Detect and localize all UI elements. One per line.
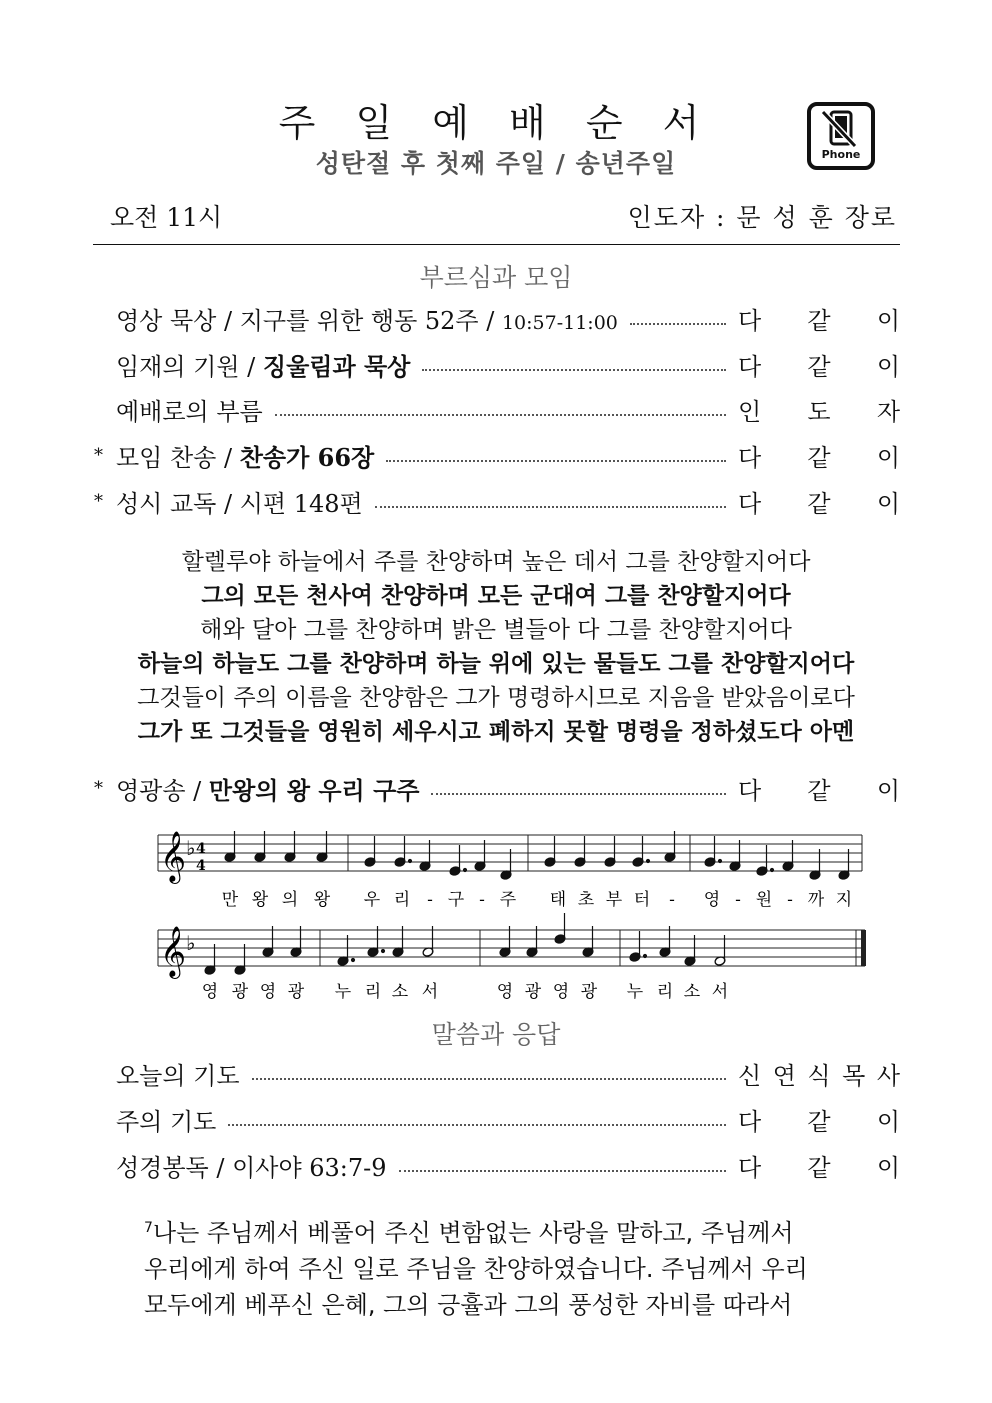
- lyric-syllable: 까: [807, 890, 825, 910]
- service-leader: 인도자 : 문 성 훈 장로: [627, 203, 897, 232]
- lyric-syllable: 영: [496, 982, 514, 1002]
- program-item-gloria: [94, 768, 900, 808]
- psalm-line: 할렐루야 하늘에서 주를 찬양하며 높은 데서 그를 찬양할지어다: [181, 549, 811, 575]
- program-item: [94, 344, 900, 384]
- lyric-syllable: 우: [363, 890, 381, 910]
- lyric-syllable: 광: [231, 982, 249, 1002]
- note-dot: [718, 859, 721, 862]
- note-dot: [770, 868, 773, 871]
- lyric-syllable: 영: [552, 982, 570, 1002]
- item-label: 성경봉독 / 이사야 63:7-9: [116, 1153, 387, 1182]
- lyric-syllable: 소: [391, 982, 409, 1002]
- lyric-syllable: 왕: [251, 890, 269, 910]
- psalm-line: 그것들이 주의 이름을 찬양함은 그가 명령하시므로 지음을 받았음이로다: [137, 685, 855, 711]
- lyric-syllable: -: [427, 890, 433, 910]
- note-dot: [646, 859, 649, 862]
- item-responsible: 다 같 이: [738, 1153, 900, 1182]
- psalm-line: 그가 또 그것들을 영원히 세우시고 폐하지 못할 명령을 정하셨도다 아멘: [137, 719, 855, 745]
- item-responsible: 다 같 이: [738, 776, 900, 805]
- dot-leader: [399, 1170, 726, 1172]
- item-time: 10:57-11:00: [501, 311, 618, 334]
- dot-leader: [252, 1078, 726, 1080]
- lyric-syllable: 원: [755, 890, 773, 910]
- note-dot: [643, 954, 646, 957]
- lyric-syllable: 지: [835, 890, 853, 910]
- standing-mark: *: [94, 444, 103, 466]
- lyric-syllable: 터: [633, 890, 651, 910]
- program-item: [94, 1099, 900, 1139]
- page-title: 주 일 예 배 순 서: [278, 101, 714, 145]
- lyric-syllable: 누: [626, 982, 644, 1002]
- lyric-syllable: 초: [577, 890, 595, 910]
- item-label: 임재의 기원 /: [116, 352, 263, 381]
- standing-mark: *: [94, 490, 103, 512]
- item-responsible: 다 같 이: [738, 1107, 900, 1136]
- lyric-syllable: 영: [201, 982, 219, 1002]
- sheet-music: [150, 825, 872, 1005]
- lyric-syllable: -: [735, 890, 741, 910]
- scripture-line: $^7$나는 주님께서 베풀어 주신 변함없는 사랑을 말하고, 주님께서: [144, 1219, 794, 1247]
- dot-leader: [422, 369, 726, 371]
- scripture-line: 우리에게 하여 주신 일로 주님을 찬양하였습니다. 주님께서 우리: [144, 1255, 808, 1283]
- item-label-bold: 만왕의 왕 우리 구주: [208, 775, 420, 805]
- item-label: 주의 기도: [116, 1107, 217, 1136]
- note-dot: [351, 958, 354, 961]
- program-item: [94, 1053, 900, 1093]
- item-label: 모임 찬송 /: [116, 443, 240, 472]
- program-item: [94, 435, 900, 475]
- header-divider: [93, 244, 900, 245]
- item-responsible: 다 같 이: [738, 352, 900, 381]
- lyric-syllable: 구: [447, 890, 465, 910]
- lyric-syllable: 리: [364, 982, 382, 1002]
- psalm-line: 하늘의 하늘도 그를 찬양하며 하늘 위에 있는 물들도 그를 찬양할지어다: [137, 651, 855, 677]
- dot-leader: [228, 1124, 726, 1126]
- psalm-line: 그의 모든 천사여 찬양하며 모든 군대여 그를 찬양할지어다: [201, 583, 791, 609]
- item-label: 영광송 /: [116, 776, 209, 805]
- service-time: 오전 11시: [110, 203, 223, 232]
- lyric-syllable: 서: [711, 982, 729, 1002]
- lyric-syllable: 영: [259, 982, 277, 1002]
- note-dot: [408, 859, 411, 862]
- standing-mark: *: [94, 777, 103, 799]
- item-responsible: 다 같 이: [738, 489, 900, 518]
- note-dot: [463, 868, 466, 871]
- item-responsible: 다 같 이: [738, 306, 900, 335]
- item-responsible: 인 도 자: [738, 397, 900, 426]
- program-item: [94, 298, 900, 338]
- psalm-reading: [0, 545, 992, 749]
- program-item: [94, 481, 900, 521]
- item-label: 영상 묵상 / 지구를 위한 행동 52주 /: [116, 306, 502, 335]
- lyric-syllable: -: [787, 890, 793, 910]
- dot-leader: [386, 460, 726, 462]
- dot-leader: [375, 506, 726, 508]
- program-item: [94, 389, 900, 429]
- svg-text:♭: ♭: [186, 836, 196, 860]
- program-item: [94, 1145, 900, 1185]
- lyric-syllable: -: [479, 890, 485, 910]
- scripture-line: 모두에게 베푸신 은혜, 그의 긍휼과 그의 풍성한 자비를 따라서: [144, 1291, 793, 1319]
- svg-text:4: 4: [196, 841, 206, 857]
- lyric-syllable: 소: [683, 982, 701, 1002]
- lyric-syllable: 왕: [313, 890, 331, 910]
- lyric-syllable: 리: [393, 890, 411, 910]
- lyric-syllable: 광: [524, 982, 542, 1002]
- lyric-syllable: 의: [281, 890, 299, 910]
- lyric-syllable: 서: [421, 982, 439, 1002]
- item-label: 예배로의 부름: [116, 397, 263, 426]
- item-responsible: 다 같 이: [738, 443, 900, 472]
- page-subtitle: 성탄절 후 첫째 주일 / 송년주일: [315, 149, 677, 178]
- psalm-line: 해와 달아 그를 찬양하며 밝은 별들아 다 그를 찬양할지어다: [200, 617, 792, 643]
- lyric-syllable: 누: [334, 982, 352, 1002]
- lyric-syllable: 부: [605, 890, 623, 910]
- lyric-syllable: 광: [287, 982, 305, 1002]
- item-label-bold: 징울림과 묵상: [262, 351, 411, 381]
- section-heading-word: 말씀과 응답: [431, 1020, 561, 1049]
- no-phone-icon: [807, 102, 875, 170]
- phone-icon-label: Phone: [821, 148, 861, 161]
- lyric-syllable: 영: [703, 890, 721, 910]
- item-label-bold: 찬송가 66장: [239, 442, 375, 472]
- svg-text:♭: ♭: [186, 931, 196, 955]
- item-label: 오늘의 기도: [116, 1061, 240, 1090]
- lyric-syllable: -: [669, 890, 675, 910]
- dot-leader: [431, 793, 726, 795]
- section-heading-gathering: 부르심과 모임: [419, 263, 573, 292]
- item-responsible: 신 연 식 목 사: [738, 1061, 900, 1090]
- dot-leader: [275, 414, 726, 416]
- svg-text:𝄞: 𝄞: [160, 926, 187, 977]
- lyric-syllable: 리: [656, 982, 674, 1002]
- verse-number: 7: [144, 1220, 153, 1236]
- lyric-syllable: 태: [549, 890, 567, 910]
- lyric-syllable: 광: [580, 982, 598, 1002]
- note-dot: [381, 949, 384, 952]
- lyric-syllable: 주: [499, 890, 517, 910]
- dot-leader: [630, 323, 726, 325]
- lyric-syllable: 만: [221, 890, 239, 910]
- item-label: 성시 교독 / 시편 148편: [116, 489, 363, 518]
- svg-text:4: 4: [196, 858, 206, 874]
- scripture-text: [144, 1210, 864, 1323]
- svg-text:𝄞: 𝄞: [160, 831, 187, 882]
